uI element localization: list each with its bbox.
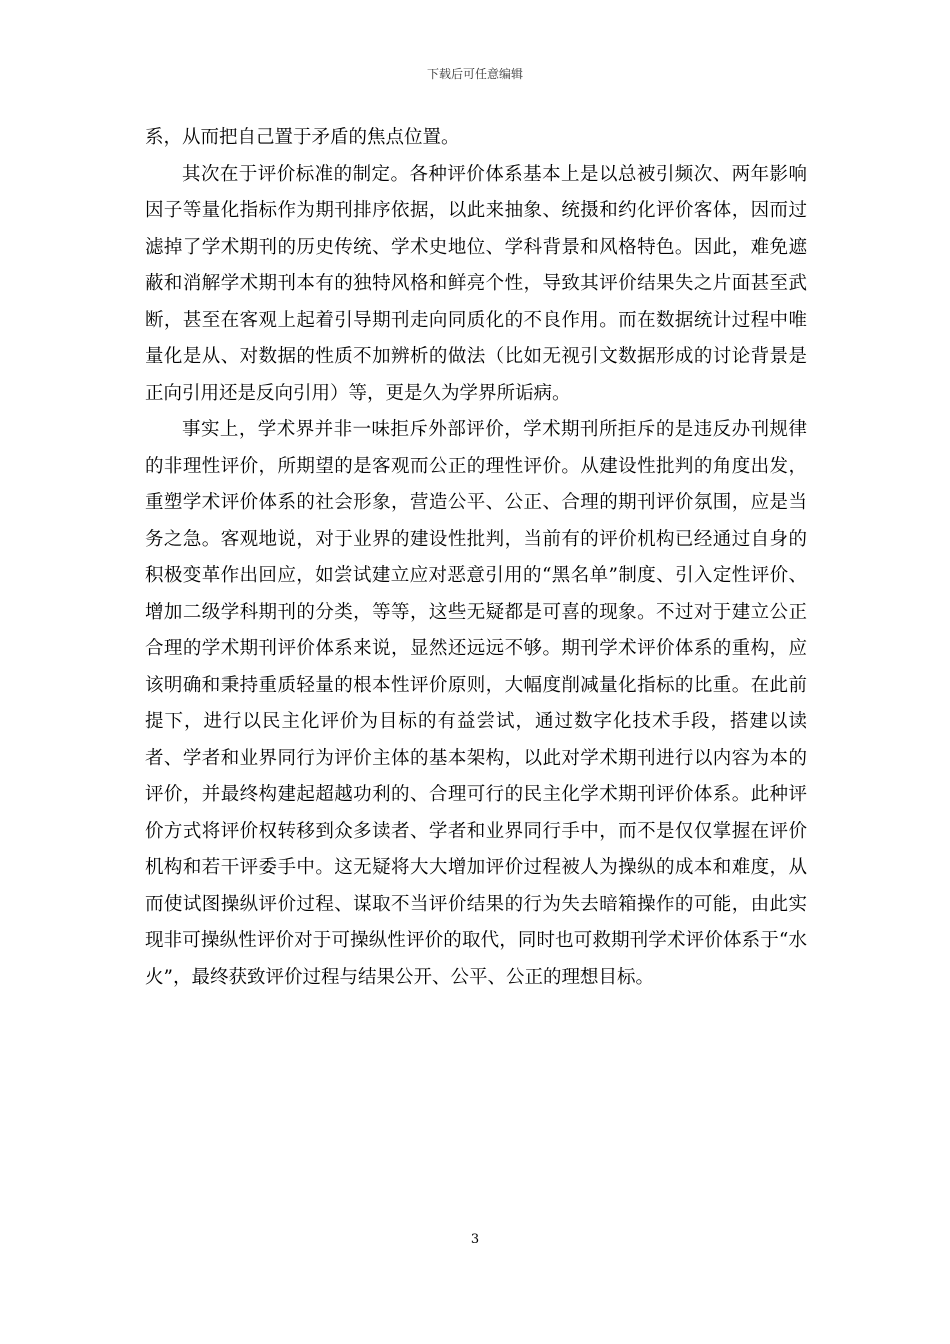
page-number: 3 — [470, 1232, 480, 1247]
paragraph-continuation: 系，从而把自己置于矛盾的焦点位置。 — [145, 127, 460, 148]
document-body — [145, 120, 807, 996]
paragraph-evaluation-standards: 其次在于评价标准的制定。各种评价体系基本上是以总被引频次、两年影响因子等量化指标作为期刊排序依据，以此来抽象、统摄和约化评价客体，因而过滤掉了学术期刊的历史传统、学术史地位、学科背景和风格特色。因此，难免遮蔽和消解学术期刊本有的独特风格和鲜亮个性，导致其评价结果失之片面甚至武断，甚至在客观上起着引导期刊走向同质化的不良作用。而在数据统计过程中唯量化是从、对数据的性质不加辨析的做法（比如无视引文数据形成的讨论背景是正向引用还是反向引用）等，更是久为学界所诟病。 — [145, 163, 807, 404]
paragraph-reconstruction: 事实上，学术界并非一味拒斥外部评价，学术期刊所拒斥的是违反办刊规律的非理性评价，所期望的是客观而公正的理性评价。从建设性批判的角度出发，重塑学术评价体系的社会形象，营造公平、公正、合理的期刊评价氛围，应是当务之急。客观地说，对于业界的建设性批判，当前有的评价机构已经通过自身的积极变革作出回应，如尝试建立应对恶意引用的“黑名单”制度、引入定性评价、增加二级学科期刊的分类，等等，这些无疑都是可喜的现象。不过对于建立公正合理的学术期刊评价体系来说，显然还远远不够。期刊学术评价体系的重构，应该明确和秉持重质轻量的根本性评价原则，大幅度削减量化指标的比重。在此前提下，进行以民主化评价为目标的有益尝试，通过数字化技术手段，搭建以读者、学者和业界同行为评价主体的基本架构，以此对学术期刊进行以内容为本的评价，并最终构建起超越功利的、合理可行的民主化学术期刊评价体系。此种评价方式将评价权转移到众多读者、学者和业界同行手中，而不是仅仅掌握在评价机构和若干评委手中。这无疑将大大增加评价过程被人为操纵的成本和难度，从而使试图操纵评价过程、谋取不当评价结果的行为失去暗箱操作的可能，由此实现非可操纵性评价对于可操纵性评价的取代，同时也可救期刊学术评价体系于“水火”，最终获致评价过程与结果公开、公平、公正的理想目标。 — [145, 419, 807, 988]
page-header: 下载后可任意编辑 — [426, 67, 523, 81]
